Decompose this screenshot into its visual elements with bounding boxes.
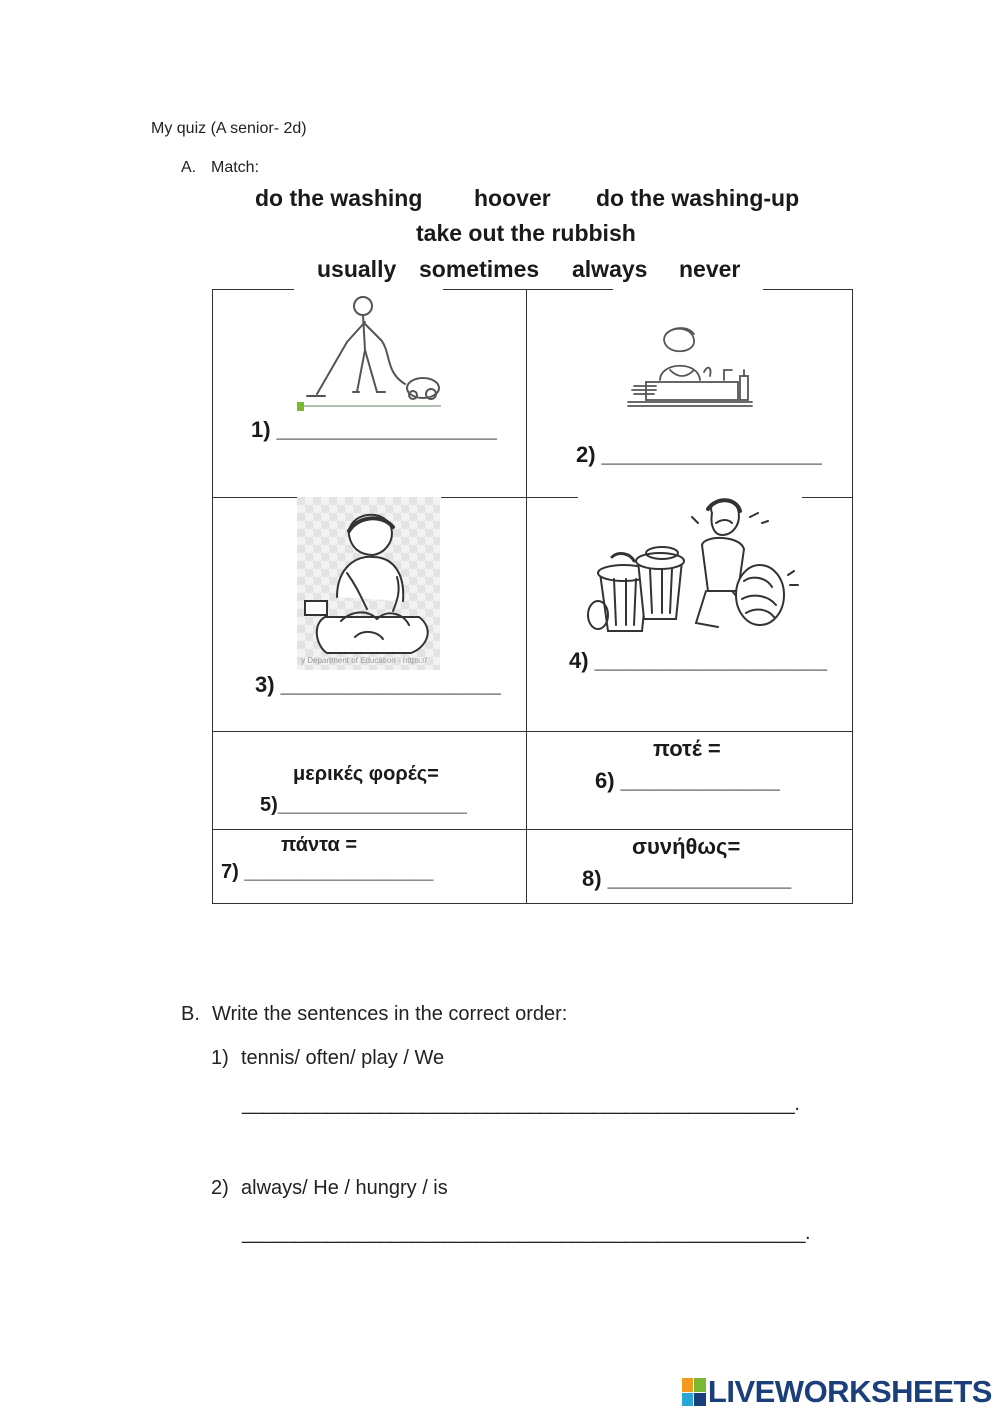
- word-bank-adverb: sometimes: [419, 256, 540, 282]
- grid-line: [852, 289, 853, 904]
- grid-line: [212, 829, 853, 830]
- greek-sometimes: μερικές φορές=: [293, 763, 439, 785]
- section-b-label: B.: [181, 1003, 200, 1025]
- question-number: 2): [211, 1177, 229, 1199]
- sentence-answer-line-1[interactable]: ____________________________________________________.: [242, 1093, 800, 1115]
- question-number: 1): [211, 1047, 229, 1069]
- section-a-instruction: Match:: [211, 159, 260, 176]
- section-b-heading: [181, 1003, 567, 1026]
- section-b-instruction: Write the sentences in the correct order:: [212, 1003, 568, 1025]
- liveworksheets-logo[interactable]: [682, 1374, 992, 1410]
- logo-mark-icon: [682, 1378, 706, 1406]
- answer-field-4[interactable]: 4) ___________________: [569, 648, 828, 673]
- answer-field-3[interactable]: 3) __________________: [255, 672, 501, 697]
- word-bank-adverb: usually: [317, 256, 397, 282]
- word-bank-adverb: never: [679, 256, 741, 282]
- grid-line: [212, 289, 213, 904]
- washing-up-picture: [626, 320, 754, 410]
- greek-always: πάντα =: [281, 834, 358, 856]
- word-bank-chore: do the washing: [255, 185, 423, 211]
- word-bank-chore: hoover: [474, 185, 551, 211]
- washing-picture: [297, 497, 440, 670]
- grid-line: [802, 497, 853, 498]
- answer-field-2[interactable]: 2) __________________: [576, 442, 822, 467]
- word-bank-adverb: always: [572, 256, 648, 282]
- hoover-picture: [295, 292, 445, 414]
- answer-field-7[interactable]: 7) _________________: [221, 861, 434, 883]
- grid-line: [212, 497, 297, 498]
- sentence-answer-line-2[interactable]: _____________________________________________________.: [242, 1222, 811, 1244]
- word-bank-chore: do the washing-up: [596, 185, 800, 211]
- grid-line: [212, 289, 294, 290]
- grid-line: [212, 903, 853, 904]
- section-a-label: A.: [181, 159, 197, 176]
- grid-line: [443, 289, 613, 290]
- question-prompt: always/ He / hungry / is: [241, 1177, 448, 1199]
- grid-line: [526, 289, 527, 904]
- answer-field-6[interactable]: 6) _____________: [595, 768, 780, 793]
- answer-field-5[interactable]: 5)_________________: [260, 794, 467, 816]
- section-a-heading: [181, 159, 259, 177]
- word-bank-chore: take out the rubbish: [416, 220, 636, 246]
- rubbish-picture: [582, 495, 804, 645]
- answer-field-1[interactable]: 1) __________________: [251, 417, 497, 442]
- grid-line: [441, 497, 578, 498]
- page-title: My quiz (A senior- 2d): [151, 120, 307, 137]
- answer-field-8[interactable]: 8) _______________: [582, 866, 792, 891]
- greek-usually: συνήθως=: [632, 834, 741, 859]
- logo-text: LIVEWORKSHEETS: [707, 1374, 992, 1409]
- image-watermark: y Department of Education - https://: [301, 656, 427, 665]
- greek-never: ποτέ =: [653, 736, 721, 761]
- question-1: [211, 1047, 444, 1070]
- question-2: [211, 1177, 448, 1200]
- grid-line: [212, 731, 853, 732]
- grid-line: [763, 289, 853, 290]
- question-prompt: tennis/ often/ play / We: [241, 1047, 445, 1069]
